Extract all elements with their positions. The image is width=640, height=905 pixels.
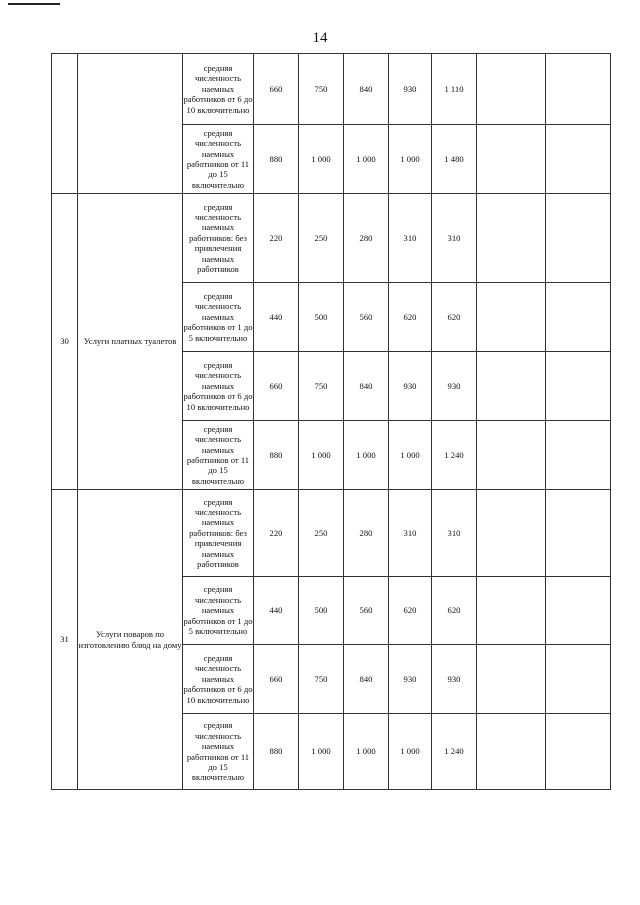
- value-cell: 310: [432, 194, 477, 283]
- employee-count-cell: средняя численность наемных работников от 11 до 15 включительно: [183, 125, 254, 194]
- value-cell: 250: [299, 194, 344, 283]
- employee-count-cell: средняя численность наемных работников от 1 до 5 включительно: [183, 577, 254, 645]
- row-number-cell: [52, 54, 78, 194]
- value-cell: 1 480: [432, 125, 477, 194]
- value-cell: 880: [254, 421, 299, 490]
- value-cell: 840: [344, 54, 389, 125]
- table-row: [52, 54, 611, 125]
- empty-cell: [477, 490, 546, 577]
- value-cell: 620: [432, 577, 477, 645]
- value-cell: 1 000: [389, 125, 432, 194]
- empty-cell: [477, 54, 546, 125]
- employee-count-cell: средняя численность наемных работников от 6 до 10 включительно: [183, 54, 254, 125]
- value-cell: 880: [254, 125, 299, 194]
- value-cell: 220: [254, 490, 299, 577]
- value-cell: 1 000: [299, 125, 344, 194]
- empty-cell: [546, 490, 611, 577]
- value-cell: 1 000: [299, 714, 344, 790]
- value-cell: 310: [389, 490, 432, 577]
- empty-cell: [546, 125, 611, 194]
- value-cell: 750: [299, 352, 344, 421]
- empty-cell: [546, 283, 611, 352]
- value-cell: 1 000: [389, 714, 432, 790]
- page-number: 14: [312, 30, 328, 46]
- service-name-cell: Услуги платных туалетов: [78, 194, 183, 490]
- empty-cell: [546, 577, 611, 645]
- empty-cell: [477, 125, 546, 194]
- empty-cell: [546, 714, 611, 790]
- empty-cell: [546, 421, 611, 490]
- employee-count-cell: средняя численность наемных работников от 1 до 5 включительно: [183, 283, 254, 352]
- value-cell: 840: [344, 352, 389, 421]
- value-cell: 660: [254, 645, 299, 714]
- empty-cell: [546, 645, 611, 714]
- value-cell: 620: [389, 577, 432, 645]
- value-cell: 660: [254, 352, 299, 421]
- value-cell: 750: [299, 54, 344, 125]
- value-cell: 280: [344, 490, 389, 577]
- empty-cell: [477, 714, 546, 790]
- employee-count-cell: средняя численность наемных работников от 6 до 10 включительно: [183, 352, 254, 421]
- value-cell: 930: [389, 54, 432, 125]
- value-cell: 1 110: [432, 54, 477, 125]
- value-cell: 930: [432, 352, 477, 421]
- value-cell: 560: [344, 577, 389, 645]
- empty-cell: [477, 577, 546, 645]
- value-cell: 440: [254, 283, 299, 352]
- value-cell: 1 240: [432, 421, 477, 490]
- value-cell: 1 000: [299, 421, 344, 490]
- empty-cell: [546, 54, 611, 125]
- tariff-table: [51, 53, 611, 790]
- value-cell: 1 000: [344, 421, 389, 490]
- empty-cell: [477, 194, 546, 283]
- row-number-cell: 30: [52, 194, 78, 490]
- table-row: [52, 194, 611, 283]
- table-body: [52, 54, 611, 790]
- employee-count-cell: средняя численность наемных работников: без привлечения наемных работников: [183, 490, 254, 577]
- value-cell: 1 000: [344, 714, 389, 790]
- value-cell: 1 000: [389, 421, 432, 490]
- empty-cell: [546, 194, 611, 283]
- value-cell: 750: [299, 645, 344, 714]
- table-row: [52, 490, 611, 577]
- value-cell: 250: [299, 490, 344, 577]
- value-cell: 560: [344, 283, 389, 352]
- empty-cell: [477, 352, 546, 421]
- value-cell: 840: [344, 645, 389, 714]
- value-cell: 1 000: [344, 125, 389, 194]
- value-cell: 660: [254, 54, 299, 125]
- employee-count-cell: средняя численность наемных работников от 11 до 15 включительно: [183, 714, 254, 790]
- value-cell: 880: [254, 714, 299, 790]
- value-cell: 1 240: [432, 714, 477, 790]
- value-cell: 280: [344, 194, 389, 283]
- row-number-cell: 31: [52, 490, 78, 790]
- value-cell: 500: [299, 577, 344, 645]
- value-cell: 310: [389, 194, 432, 283]
- value-cell: 930: [389, 352, 432, 421]
- top-rule: [8, 3, 60, 5]
- employee-count-cell: средняя численность наемных работников от 11 до 15 включительно: [183, 421, 254, 490]
- employee-count-cell: средняя численность наемных работников от 6 до 10 включительно: [183, 645, 254, 714]
- value-cell: 930: [389, 645, 432, 714]
- empty-cell: [477, 645, 546, 714]
- empty-cell: [477, 283, 546, 352]
- value-cell: 620: [389, 283, 432, 352]
- value-cell: 310: [432, 490, 477, 577]
- value-cell: 930: [432, 645, 477, 714]
- value-cell: 500: [299, 283, 344, 352]
- value-cell: 220: [254, 194, 299, 283]
- value-cell: 440: [254, 577, 299, 645]
- value-cell: 620: [432, 283, 477, 352]
- empty-cell: [546, 352, 611, 421]
- service-name-cell: [78, 54, 183, 194]
- empty-cell: [477, 421, 546, 490]
- service-name-cell: Услуги поваров по изготовлению блюд на дому: [78, 490, 183, 790]
- employee-count-cell: средняя численность наемных работников: без привлечения наемных работников: [183, 194, 254, 283]
